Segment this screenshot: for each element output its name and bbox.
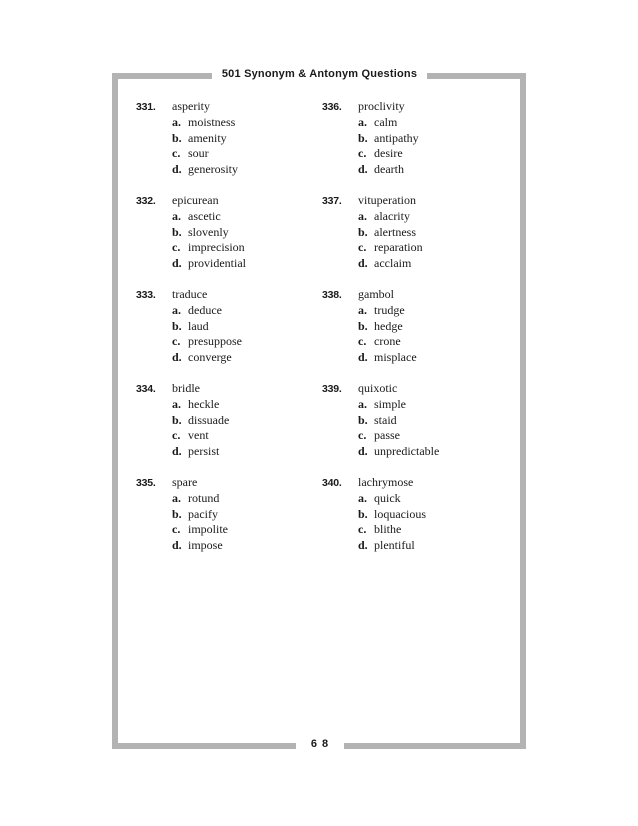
question-340 [322, 475, 512, 553]
question-number: 332. [136, 195, 156, 207]
option-letter: a. [172, 115, 181, 129]
option-b [322, 319, 512, 335]
option-text: simple [374, 397, 406, 411]
option-d [322, 256, 512, 272]
option-letter: c. [172, 522, 181, 537]
option-a [322, 397, 512, 413]
option-text: unpredictable [374, 443, 440, 458]
question-331 [136, 99, 326, 177]
option-a [136, 397, 326, 413]
question-334 [136, 381, 326, 459]
question-word: proclivity [358, 99, 405, 113]
question-335 [136, 475, 326, 553]
option-d [322, 538, 512, 554]
frame-bottom-right [344, 743, 526, 749]
option-letter: b. [358, 318, 368, 333]
option-c [322, 334, 512, 350]
option-text: generosity [188, 161, 238, 176]
option-text: crone [374, 334, 401, 349]
option-text: laud [188, 318, 209, 333]
option-text: slovenly [188, 224, 229, 239]
option-c [136, 334, 326, 350]
option-d [136, 162, 326, 178]
option-text: loquacious [374, 506, 426, 521]
option-letter: d. [172, 443, 182, 458]
option-letter: c. [172, 146, 181, 161]
option-c [322, 428, 512, 444]
option-c [322, 240, 512, 256]
option-d [322, 162, 512, 178]
option-c [136, 240, 326, 256]
frame-top-left [112, 73, 212, 79]
option-text: persist [188, 443, 220, 458]
question-number: 339. [322, 383, 342, 395]
page-number: 6 8 [310, 738, 330, 750]
frame-bottom-left [112, 743, 296, 749]
question-332 [136, 193, 326, 271]
option-letter: b. [358, 130, 368, 145]
question-word: epicurean [172, 193, 219, 207]
question-word: gambol [358, 287, 394, 301]
option-b [136, 507, 326, 523]
option-text: misplace [374, 349, 417, 364]
option-c [136, 428, 326, 444]
option-letter: a. [172, 397, 181, 411]
option-a [322, 303, 512, 319]
option-text: converge [188, 349, 232, 364]
question-number: 340. [322, 477, 342, 489]
option-text: heckle [188, 397, 220, 411]
option-a [136, 303, 326, 319]
option-text: sour [188, 146, 209, 161]
option-b [322, 225, 512, 241]
option-text: calm [374, 115, 398, 129]
option-letter: c. [358, 522, 367, 537]
question-word: quixotic [358, 381, 398, 395]
option-text: deduce [188, 303, 222, 317]
question-number: 331. [136, 101, 156, 113]
option-d [136, 538, 326, 554]
question-word: spare [172, 475, 198, 489]
option-d [136, 256, 326, 272]
option-b [322, 507, 512, 523]
option-d [136, 444, 326, 460]
option-letter: b. [358, 506, 368, 521]
question-338 [322, 287, 512, 365]
option-text: impose [188, 537, 223, 552]
option-letter: c. [358, 240, 367, 255]
option-letter: c. [172, 240, 181, 255]
option-letter: d. [172, 161, 182, 176]
option-letter: a. [358, 209, 367, 223]
option-text: passe [374, 428, 400, 443]
frame-left [112, 73, 118, 749]
question-number: 338. [322, 289, 342, 301]
option-text: antipathy [374, 130, 419, 145]
option-letter: d. [358, 255, 368, 270]
option-letter: a. [358, 491, 367, 505]
option-letter: a. [172, 209, 181, 223]
option-letter: b. [172, 506, 182, 521]
option-text: desire [374, 146, 403, 161]
option-b [136, 319, 326, 335]
option-letter: a. [172, 303, 181, 317]
question-number: 334. [136, 383, 156, 395]
option-c [322, 146, 512, 162]
option-letter: d. [358, 443, 368, 458]
option-a [322, 209, 512, 225]
option-a [136, 115, 326, 131]
question-word: lachrymose [358, 475, 414, 489]
option-letter: d. [172, 537, 182, 552]
option-letter: d. [172, 349, 182, 364]
option-letter: a. [358, 115, 367, 129]
question-word: vituperation [358, 193, 416, 207]
option-b [322, 413, 512, 429]
option-letter: c. [172, 334, 181, 349]
question-word: bridle [172, 381, 200, 395]
option-b [136, 225, 326, 241]
option-letter: c. [358, 334, 367, 349]
option-letter: b. [172, 130, 182, 145]
option-b [136, 131, 326, 147]
option-c [136, 146, 326, 162]
frame-top-right [427, 73, 526, 79]
option-letter: b. [358, 412, 368, 427]
option-a [322, 115, 512, 131]
option-b [136, 413, 326, 429]
question-word: asperity [172, 99, 210, 113]
option-text: moistness [188, 115, 236, 129]
option-c [322, 522, 512, 538]
question-word: traduce [172, 287, 208, 301]
option-text: ascetic [188, 209, 221, 223]
option-text: imprecision [188, 240, 245, 255]
option-letter: b. [172, 412, 182, 427]
option-text: staid [374, 412, 397, 427]
question-number: 333. [136, 289, 156, 301]
option-text: dearth [374, 161, 404, 176]
option-letter: d. [358, 537, 368, 552]
question-337 [322, 193, 512, 271]
question-number: 335. [136, 477, 156, 489]
option-text: plentiful [374, 537, 415, 552]
option-b [322, 131, 512, 147]
option-text: reparation [374, 240, 423, 255]
option-letter: c. [358, 428, 367, 443]
option-d [136, 350, 326, 366]
question-number: 337. [322, 195, 342, 207]
option-letter: d. [358, 161, 368, 176]
option-letter: d. [358, 349, 368, 364]
option-letter: b. [358, 224, 368, 239]
option-a [322, 491, 512, 507]
option-text: quick [374, 491, 401, 505]
option-text: alertness [374, 224, 416, 239]
option-text: blithe [374, 522, 402, 537]
option-letter: c. [172, 428, 181, 443]
option-letter: c. [358, 146, 367, 161]
option-letter: a. [358, 397, 367, 411]
option-text: pacify [188, 506, 218, 521]
option-letter: b. [172, 224, 182, 239]
option-text: providential [188, 255, 246, 270]
option-text: hedge [374, 318, 403, 333]
option-text: presuppose [188, 334, 242, 349]
option-a [136, 491, 326, 507]
option-a [136, 209, 326, 225]
option-c [136, 522, 326, 538]
option-d [322, 444, 512, 460]
option-text: vent [188, 428, 209, 443]
option-letter: a. [172, 491, 181, 505]
option-text: amenity [188, 130, 227, 145]
frame-right [520, 73, 526, 749]
question-number: 336. [322, 101, 342, 113]
option-letter: d. [172, 255, 182, 270]
option-letter: b. [172, 318, 182, 333]
option-text: alacrity [374, 209, 410, 223]
option-text: trudge [374, 303, 405, 317]
option-text: acclaim [374, 255, 412, 270]
option-d [322, 350, 512, 366]
question-333 [136, 287, 326, 365]
page-title: 501 Synonym & Antonym Questions [221, 68, 418, 80]
option-text: dissuade [188, 412, 230, 427]
option-letter: a. [358, 303, 367, 317]
question-339 [322, 381, 512, 459]
option-text: impolite [188, 522, 228, 537]
question-336 [322, 99, 512, 177]
option-text: rotund [188, 491, 220, 505]
